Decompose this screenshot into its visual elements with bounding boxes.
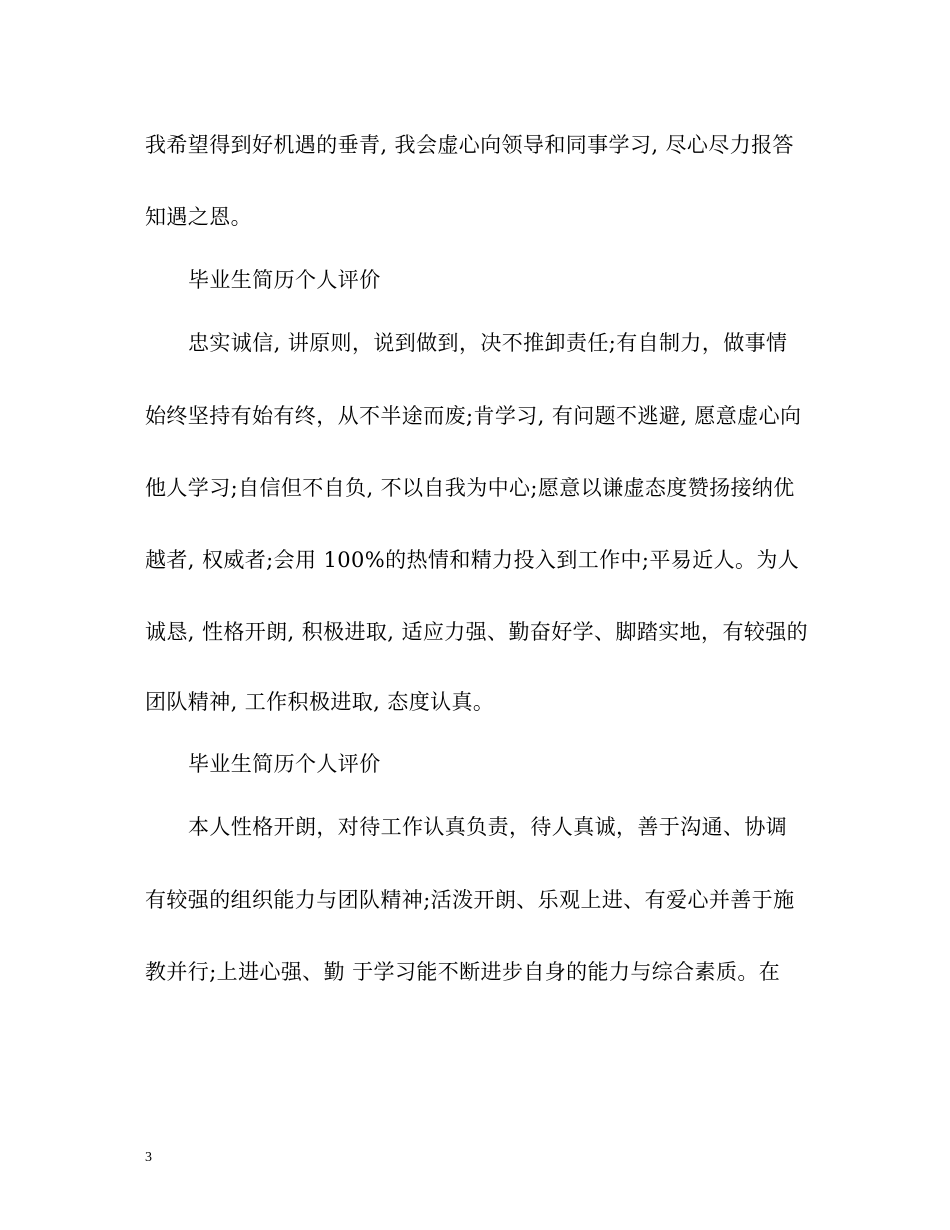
paragraph-line: 我希望得到好机遇的垂青, 我会虚心向领导和同事学习, 尽心尽力报答 [145,133,794,157]
page-number: 3 [145,1150,152,1165]
paragraph-line: 始终坚持有始有终，从不半途而废;肯学习, 有问题不逃避, 愿意虚心向 [145,404,802,428]
paragraph-line: 他人学习;自信但不自负, 不以自我为中心;愿意以谦虚态度赞扬接纳优 [145,476,795,500]
paragraph-line: 忠实诚信, 讲原则，说到做到，决不推卸责任;有自制力，做事情 [188,331,788,355]
section-heading: 毕业生简历个人评价 [188,268,381,292]
paragraph-line: 诚恳, 性格开朗, 积极进取, 适应力强、勤奋好学、脚踏实地，有较强的 [145,620,809,644]
paragraph-line: 有较强的组织能力与团队精神;活泼开朗、乐观上进、有爱心并善于施 [145,888,795,912]
section-heading: 毕业生简历个人评价 [188,752,381,776]
paragraph-line: 团队精神, 工作积极进取, 态度认真。 [145,690,495,714]
paragraph-line: 教并行;上进心强、勤 于学习能不断进步自身的能力与综合素质。在 [145,960,781,984]
paragraph-line: 越者, 权威者;会用 100%的热情和精力投入到工作中;平易近人。为人 [145,548,800,572]
paragraph-line: 知遇之恩。 [145,205,252,229]
paragraph-line: 本人性格开朗，对待工作认真负责，待人真诚，善于沟通、协调 [188,815,788,839]
